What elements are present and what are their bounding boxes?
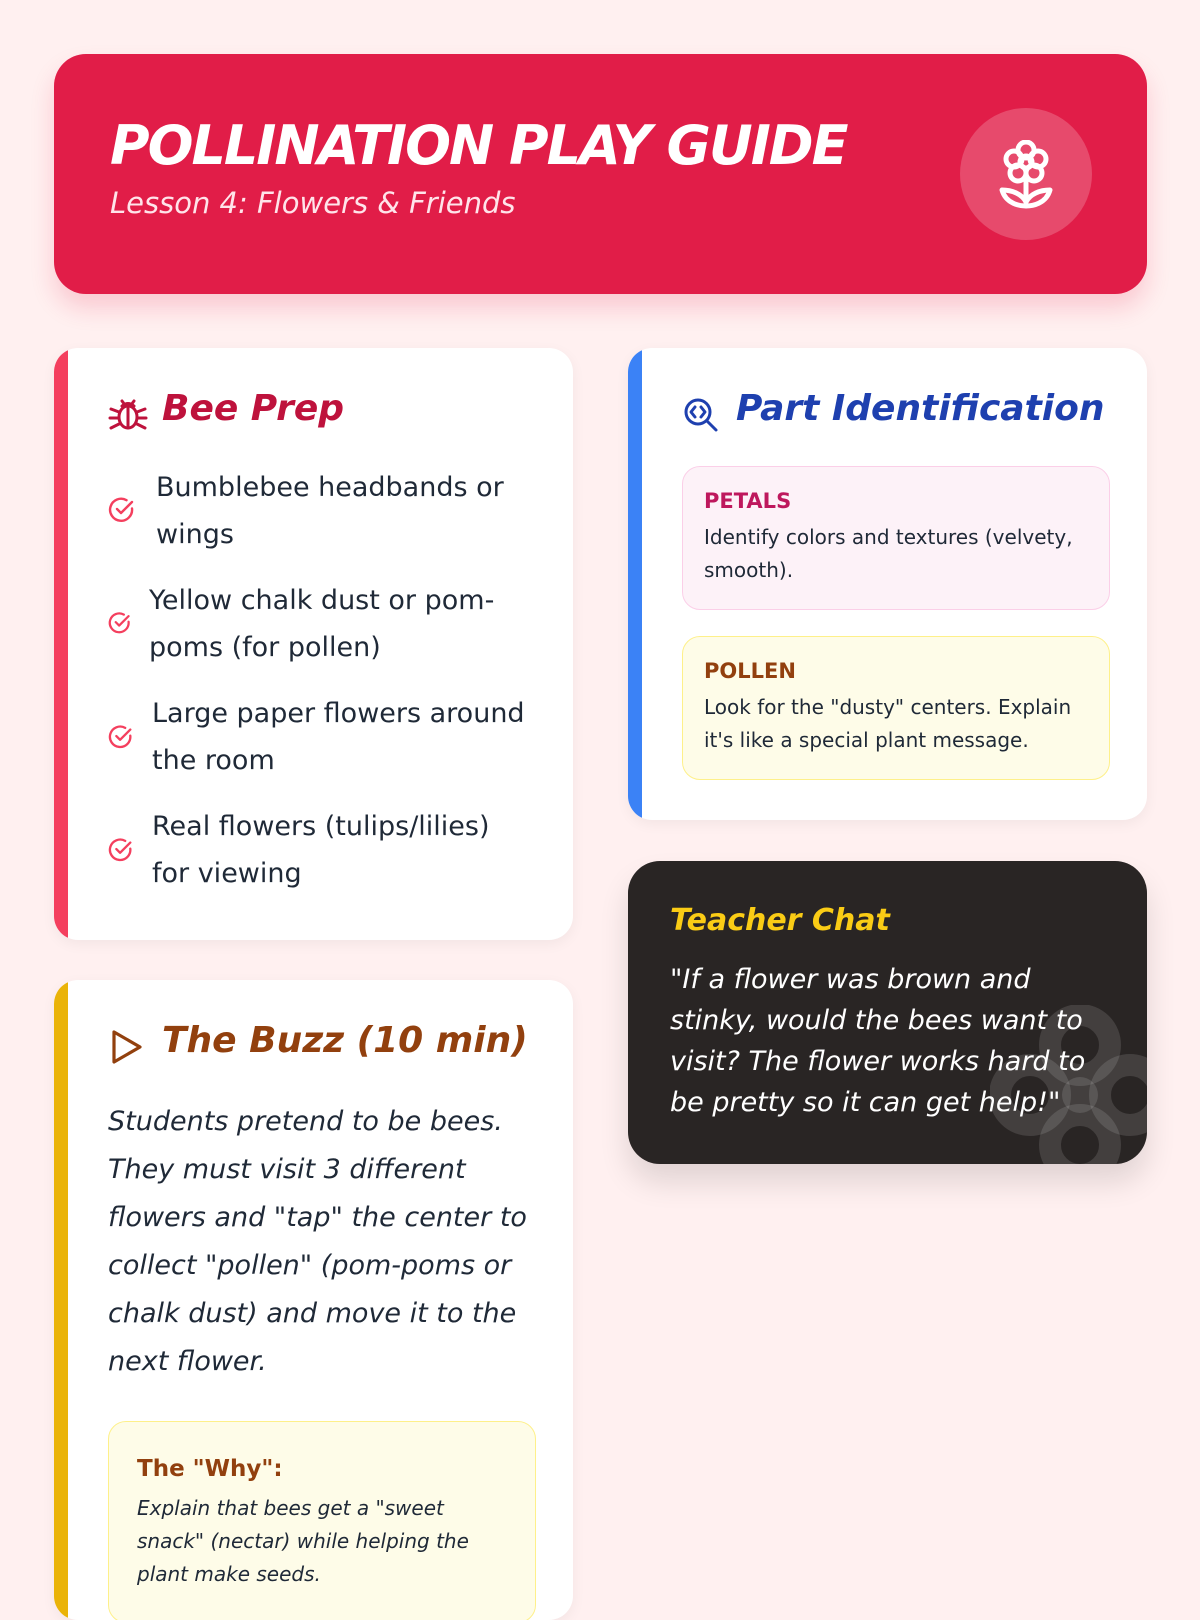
petals-label: PETALS [704,489,792,513]
the-buzz-description: Students pretend to be bees. They must visit 3 different flowers and "tap" the center to collect "pollen" (pom-poms or chalk dust) and move it to the next flower. [108,1106,527,1377]
bee-prep-card [54,348,573,940]
teacher-chat-title: Teacher Chat [670,903,890,938]
petals-info-box [682,466,1110,610]
part-identification-card [628,348,1147,820]
part-identification-title: Part Identification [736,388,1105,429]
search-icon [682,396,720,434]
teacher-chat-card [628,861,1147,1164]
pollen-info-box [682,636,1110,780]
header-badge [960,108,1092,240]
list-item-text: Bumblebee headbands or wings [156,472,504,550]
the-buzz-accent-bar [54,980,68,1620]
petals-text: Identify colors and textures (velvety, smooth). [704,525,1073,582]
bee-prep-accent-bar [54,348,68,940]
the-buzz-card [54,980,573,1620]
check-circle-icon [108,724,134,750]
part-id-accent-bar [628,348,642,820]
the-buzz-title: The Buzz (10 min) [162,1020,528,1061]
page-title: POLLINATION PLAY GUIDE [110,114,847,177]
list-item-text: Large paper flowers around the room [152,698,525,776]
why-label: The "Why": [137,1456,283,1482]
page-subtitle: Lesson 4: Flowers & Friends [110,186,516,220]
pollen-label: POLLEN [704,659,796,683]
bug-icon [108,396,148,432]
teacher-chat-quote: "If a flower was brown and stinky, would the bees want to visit? The flower works hard to be pretty so it can get help!" [670,964,1086,1118]
why-text: Explain that bees get a "sweet snack" (nectar) while helping the plant make seeds. [137,1496,469,1586]
list-item-text: Yellow chalk dust or pom-poms (for pollen) [149,585,495,663]
play-icon [108,1028,144,1066]
pollen-text: Look for the "dusty" centers. Explain it's like a special plant message. [704,695,1072,752]
header-banner [54,54,1147,294]
check-circle-icon [108,496,136,524]
check-circle-icon [108,611,132,635]
flower-icon [996,140,1056,212]
why-info-box [108,1421,536,1620]
check-circle-icon [108,837,134,863]
list-item-text: Real flowers (tulips/lilies) for viewing [152,811,490,889]
bee-prep-title: Bee Prep [162,388,345,429]
